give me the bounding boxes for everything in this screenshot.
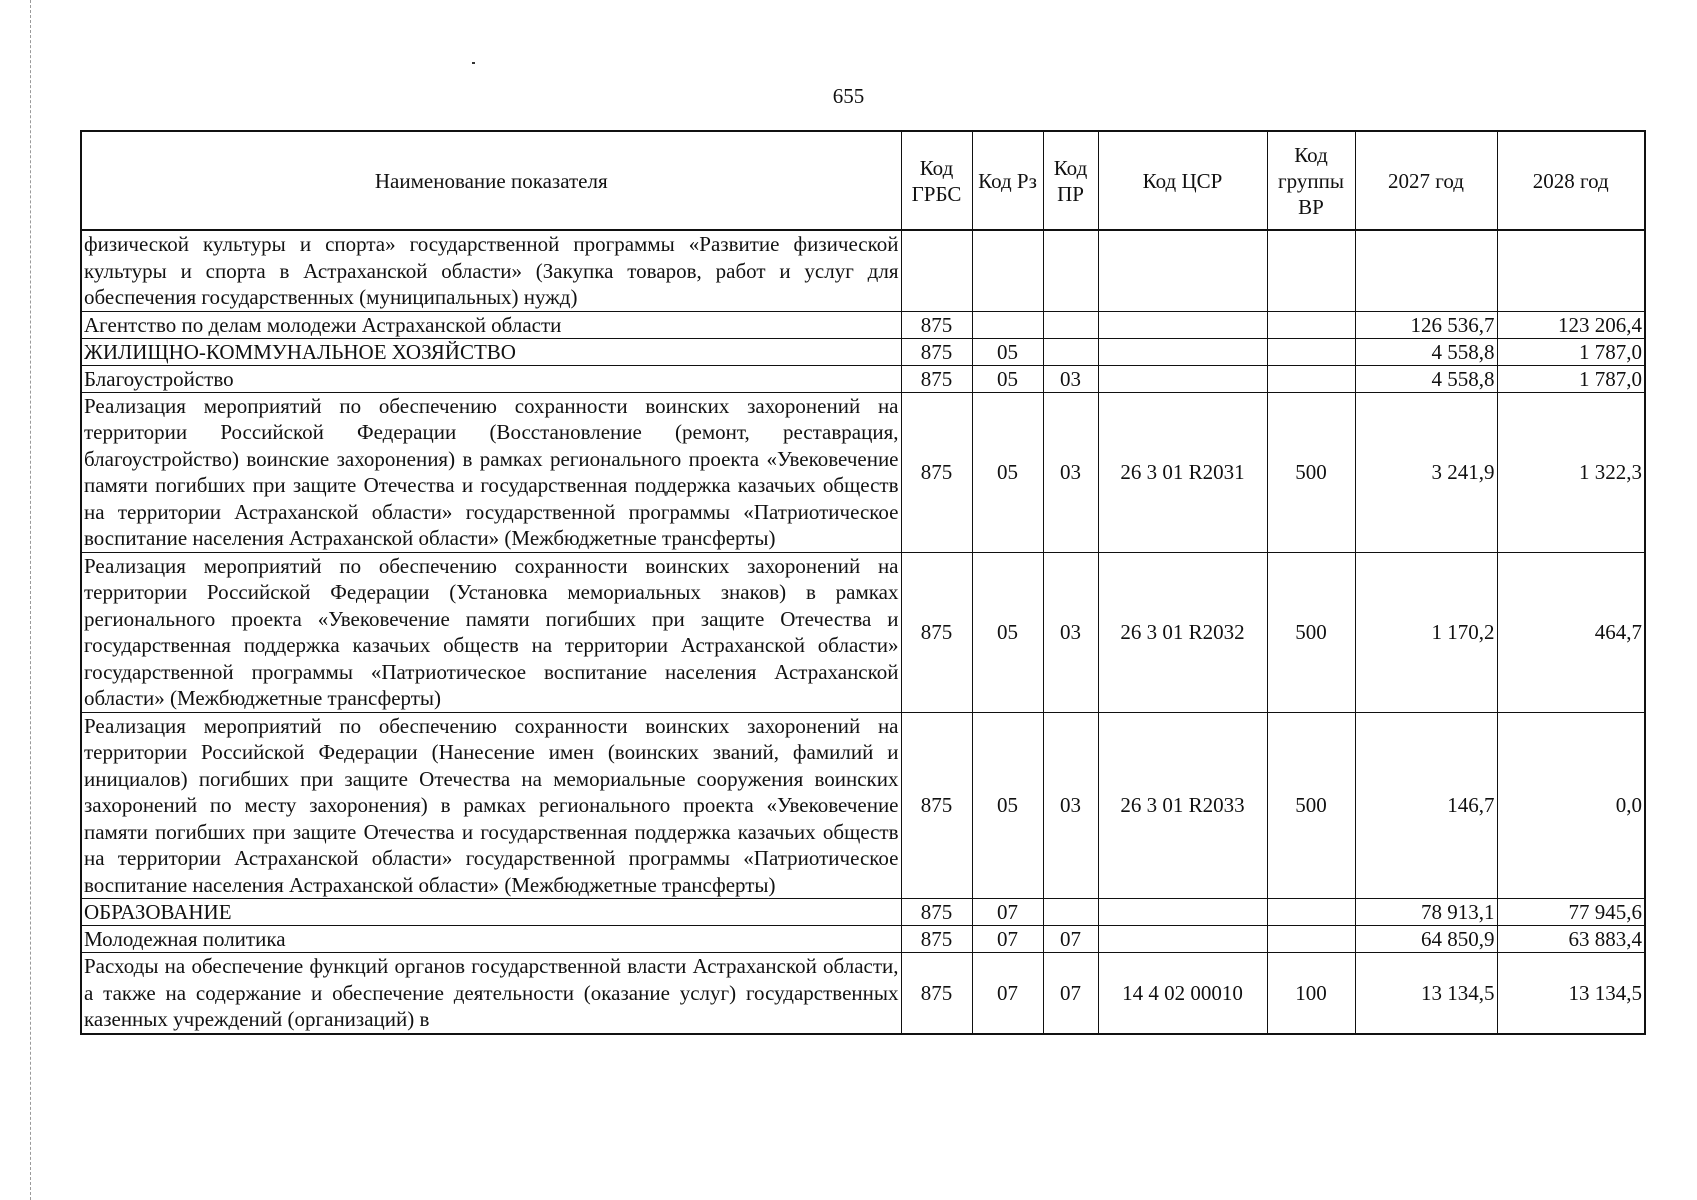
table-header-row bbox=[81, 131, 1645, 230]
row-rz: 07 bbox=[972, 953, 1043, 1034]
row-csr: 26 3 01 R2031 bbox=[1098, 392, 1267, 552]
header-2028: 2028 год bbox=[1497, 131, 1645, 230]
header-grbs: Код ГРБС bbox=[901, 131, 972, 230]
table-row bbox=[81, 926, 1645, 953]
row-grbs bbox=[901, 230, 972, 311]
row-grbs: 875 bbox=[901, 311, 972, 338]
table-row bbox=[81, 552, 1645, 712]
row-2027: 146,7 bbox=[1355, 712, 1497, 899]
row-2028: 1 787,0 bbox=[1497, 365, 1645, 392]
row-2027: 78 913,1 bbox=[1355, 899, 1497, 926]
row-vr bbox=[1267, 338, 1355, 365]
row-vr: 500 bbox=[1267, 552, 1355, 712]
table-row bbox=[81, 365, 1645, 392]
row-name: Реализация мероприятий по обеспечению сохранности воинских захоронений на территории Российской Федерации (Установка мемориальных знаков) в рамках регионального проекта «Увековечение памяти погибших при защите Отечества и государственная поддержка казачьих обществ на территории Астраханской области» государственной программы «Патриотическое воспитание населения Астраханской области» (Межбюджетные трансферты) bbox=[81, 552, 901, 712]
row-name: ЖИЛИЩНО-КОММУНАЛЬНОЕ ХОЗЯЙСТВО bbox=[81, 338, 901, 365]
row-pr: 03 bbox=[1043, 712, 1098, 899]
row-2028: 0,0 bbox=[1497, 712, 1645, 899]
header-rz: Код Рз bbox=[972, 131, 1043, 230]
row-grbs: 875 bbox=[901, 953, 972, 1034]
header-pr: Код ПР bbox=[1043, 131, 1098, 230]
table-row bbox=[81, 338, 1645, 365]
row-pr bbox=[1043, 311, 1098, 338]
budget-table bbox=[80, 130, 1646, 1035]
table-row bbox=[81, 953, 1645, 1034]
header-name: Наименование показателя bbox=[81, 131, 901, 230]
row-name: Реализация мероприятий по обеспечению сохранности воинских захоронений на территории Российской Федерации (Восстановление (ремонт, реставрация, благоустройство) воинские захоронения) в рамках регионального проекта «Увековечение памяти погибших при защите Отечества и государственная поддержка казачьих обществ на территории Астраханской области» государственной программы «Патриотическое воспитание населения Астраханской области» (Межбюджетные трансферты) bbox=[81, 392, 901, 552]
row-2028: 63 883,4 bbox=[1497, 926, 1645, 953]
row-rz: 05 bbox=[972, 392, 1043, 552]
row-2027: 3 241,9 bbox=[1355, 392, 1497, 552]
row-name: Реализация мероприятий по обеспечению сохранности воинских захоронений на территории Российской Федерации (Нанесение имен (воинских званий, фамилий и инициалов) погибших при защите Отечества на мемориальные сооружения воинских захоронений по месту захоронения) в рамках регионального проекта «Увековечение памяти погибших при защите Отечества и государственная поддержка казачьих обществ на территории Астраханской области» государственной программы «Патриотическое воспитание населения Астраханской области» (Межбюджетные трансферты) bbox=[81, 712, 901, 899]
row-pr: 03 bbox=[1043, 552, 1098, 712]
row-2028 bbox=[1497, 230, 1645, 311]
row-csr bbox=[1098, 899, 1267, 926]
row-2028: 77 945,6 bbox=[1497, 899, 1645, 926]
row-vr bbox=[1267, 899, 1355, 926]
row-2028: 1 787,0 bbox=[1497, 338, 1645, 365]
row-csr bbox=[1098, 311, 1267, 338]
row-pr: 03 bbox=[1043, 392, 1098, 552]
row-2028: 123 206,4 bbox=[1497, 311, 1645, 338]
row-grbs: 875 bbox=[901, 338, 972, 365]
left-margin-guide bbox=[30, 0, 31, 1200]
row-2027 bbox=[1355, 230, 1497, 311]
row-grbs: 875 bbox=[901, 712, 972, 899]
table-row bbox=[81, 311, 1645, 338]
row-rz: 07 bbox=[972, 899, 1043, 926]
row-grbs: 875 bbox=[901, 926, 972, 953]
row-pr: 07 bbox=[1043, 953, 1098, 1034]
row-2027: 4 558,8 bbox=[1355, 338, 1497, 365]
row-rz: 07 bbox=[972, 926, 1043, 953]
row-rz bbox=[972, 230, 1043, 311]
row-rz: 05 bbox=[972, 712, 1043, 899]
row-rz bbox=[972, 311, 1043, 338]
row-vr: 100 bbox=[1267, 953, 1355, 1034]
table-row bbox=[81, 230, 1645, 311]
row-pr: 07 bbox=[1043, 926, 1098, 953]
row-csr: 26 3 01 R2033 bbox=[1098, 712, 1267, 899]
row-name: Агентство по делам молодежи Астраханской области bbox=[81, 311, 901, 338]
scan-speck bbox=[472, 62, 475, 64]
row-rz: 05 bbox=[972, 365, 1043, 392]
row-pr bbox=[1043, 899, 1098, 926]
row-2027: 64 850,9 bbox=[1355, 926, 1497, 953]
page-number: 655 bbox=[832, 84, 865, 108]
row-csr bbox=[1098, 338, 1267, 365]
header-2027: 2027 год bbox=[1355, 131, 1497, 230]
row-2027: 4 558,8 bbox=[1355, 365, 1497, 392]
row-2027: 13 134,5 bbox=[1355, 953, 1497, 1034]
row-2028: 13 134,5 bbox=[1497, 953, 1645, 1034]
row-grbs: 875 bbox=[901, 392, 972, 552]
row-name: Молодежная политика bbox=[81, 926, 901, 953]
row-grbs: 875 bbox=[901, 552, 972, 712]
row-name: ОБРАЗОВАНИЕ bbox=[81, 899, 901, 926]
row-name: Благоустройство bbox=[81, 365, 901, 392]
row-vr: 500 bbox=[1267, 392, 1355, 552]
row-grbs: 875 bbox=[901, 365, 972, 392]
row-csr bbox=[1098, 926, 1267, 953]
row-csr bbox=[1098, 230, 1267, 311]
row-pr bbox=[1043, 230, 1098, 311]
row-grbs: 875 bbox=[901, 899, 972, 926]
row-rz: 05 bbox=[972, 338, 1043, 365]
row-vr bbox=[1267, 230, 1355, 311]
row-rz: 05 bbox=[972, 552, 1043, 712]
row-pr bbox=[1043, 338, 1098, 365]
row-pr: 03 bbox=[1043, 365, 1098, 392]
row-vr bbox=[1267, 926, 1355, 953]
row-name: Расходы на обеспечение функций органов государственной власти Астраханской области, а также на содержание и обеспечение деятельности (оказание услуг) государственных казенных учреждений (организаций) в bbox=[81, 953, 901, 1034]
header-csr: Код ЦСР bbox=[1098, 131, 1267, 230]
row-name: физической культуры и спорта» государственной программы «Развитие физической культуры и спорта в Астраханской области» (Закупка товаров, работ и услуг для обеспечения государственных (муниципальных) нужд) bbox=[81, 230, 901, 311]
table-row bbox=[81, 392, 1645, 552]
row-csr: 14 4 02 00010 bbox=[1098, 953, 1267, 1034]
row-2028: 464,7 bbox=[1497, 552, 1645, 712]
row-2027: 126 536,7 bbox=[1355, 311, 1497, 338]
table-row bbox=[81, 899, 1645, 926]
row-csr: 26 3 01 R2032 bbox=[1098, 552, 1267, 712]
table-row bbox=[81, 712, 1645, 899]
row-vr: 500 bbox=[1267, 712, 1355, 899]
row-vr bbox=[1267, 311, 1355, 338]
row-vr bbox=[1267, 365, 1355, 392]
row-2027: 1 170,2 bbox=[1355, 552, 1497, 712]
header-vr: Код группы ВР bbox=[1267, 131, 1355, 230]
row-csr bbox=[1098, 365, 1267, 392]
row-2028: 1 322,3 bbox=[1497, 392, 1645, 552]
